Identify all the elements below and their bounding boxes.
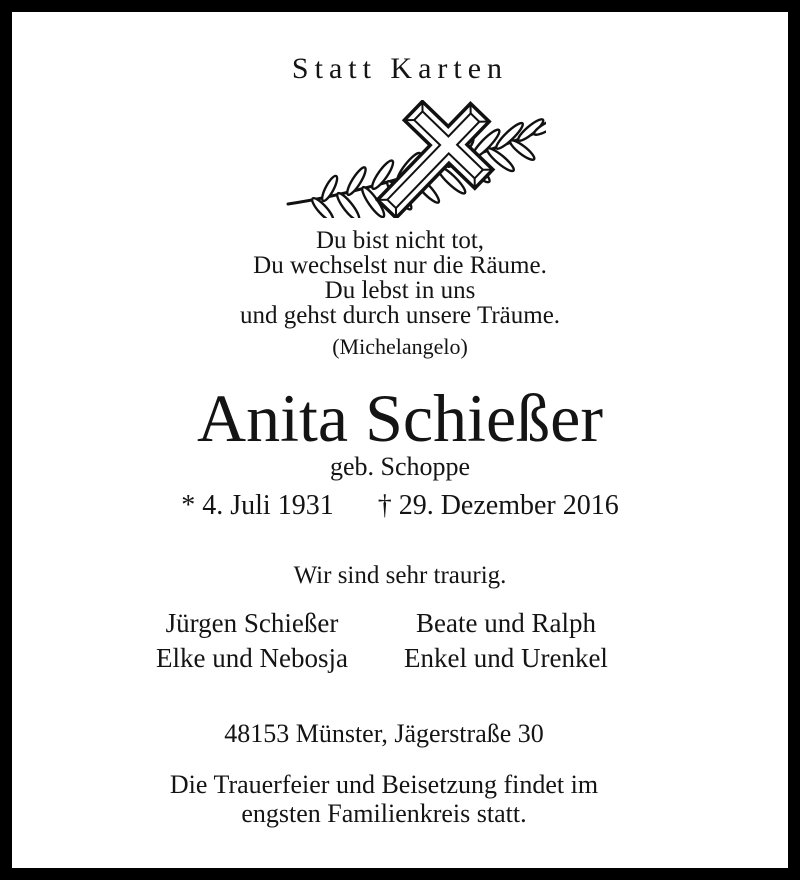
funeral-notice xyxy=(0,770,772,828)
funeral-notice-line: engsten Familienkreis statt. xyxy=(241,799,527,828)
memorial-poem xyxy=(12,228,788,328)
mourner-name: Enkel und Urenkel xyxy=(404,643,608,673)
address-line: 48153 Münster, Jägerstraße 30 xyxy=(224,719,544,748)
cross-and-palm-icon xyxy=(27,100,800,218)
poem-line: Du lebst in uns xyxy=(324,277,476,304)
birth-date: * 4. Juli 1931 xyxy=(181,490,334,521)
mourner-name: Beate und Ralph xyxy=(415,608,596,638)
mourner-name: Elke und Nebosja xyxy=(156,643,348,673)
poem-line: Du bist nicht tot, xyxy=(315,227,485,254)
funeral-notice-line: Die Trauerfeier und Beisetzung findet im xyxy=(169,770,599,799)
poem-line: Du wechselst nur die Räume. xyxy=(253,252,547,279)
mourners-right-column xyxy=(404,606,608,676)
death-date: † 29. Dezember 2016 xyxy=(377,490,619,521)
life-dates xyxy=(12,490,788,522)
poem-line: und gehst durch unsere Träume. xyxy=(239,302,561,329)
mourners-list xyxy=(0,606,770,676)
mourning-intro: Wir sind sehr traurig. xyxy=(293,562,507,589)
mourners-left-column xyxy=(156,606,348,676)
deceased-name: Anita Schießer xyxy=(197,380,603,456)
statt-karten-heading: Statt Karten xyxy=(291,52,509,85)
mourner-name: Jürgen Schießer xyxy=(165,608,339,638)
poem-attribution: (Michelangelo) xyxy=(332,334,468,359)
maiden-name: geb. Schoppe xyxy=(329,452,471,481)
